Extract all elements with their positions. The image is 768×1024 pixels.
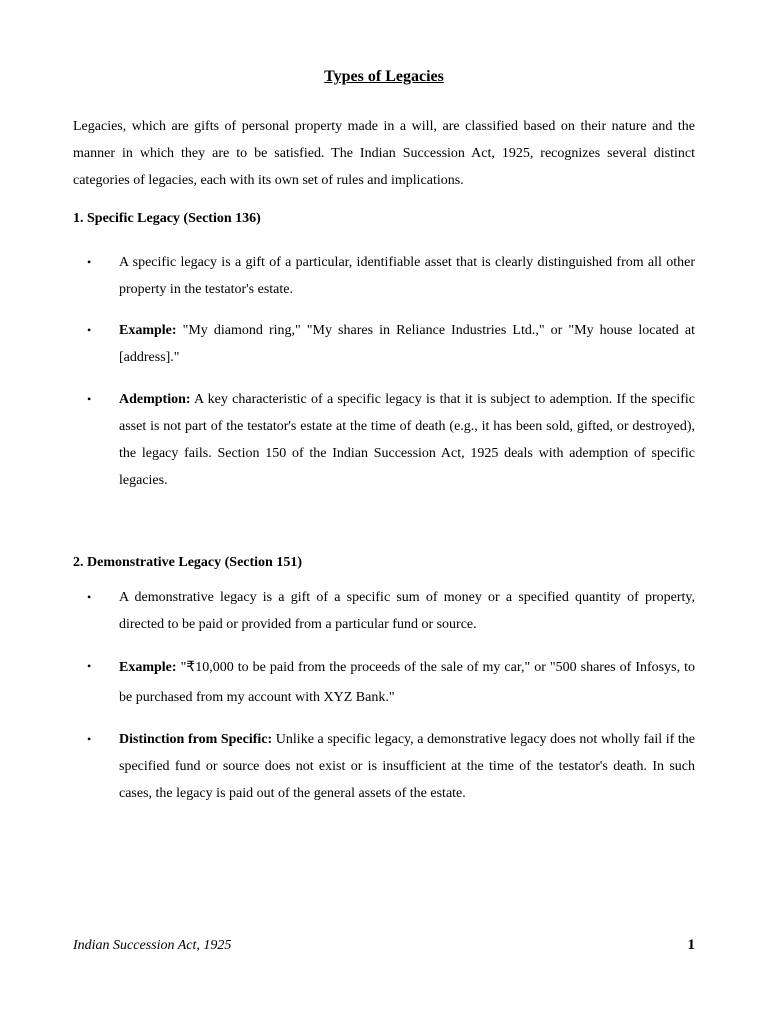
list-item xyxy=(119,249,695,303)
list-item xyxy=(119,653,695,713)
page-number: 1 xyxy=(687,937,695,953)
bullet-label: Example: xyxy=(119,323,177,338)
bullet-body: A key characteristic of a specific legacy is that it is subject to ademption. If the specific asset is not part of the testator's estate at the time of death (e.g., it has been sold, gifted, or destroyed), the legacy fails. Section 150 of the Indian Succession Act, 1925 deals with ademption of specific legacies. xyxy=(119,392,695,488)
section-heading-specific-legacy: 1. Specific Legacy (Section 136) xyxy=(73,211,261,226)
bullet-label: Ademption: xyxy=(119,392,191,407)
list-item xyxy=(119,317,695,371)
bullet-icon: • xyxy=(87,732,92,746)
bullet-icon: • xyxy=(87,255,92,269)
bullet-icon: • xyxy=(87,659,92,673)
bullet-label: Distinction from Specific: xyxy=(119,732,273,747)
list-item xyxy=(119,584,695,638)
list-item xyxy=(119,726,695,807)
intro-paragraph: Legacies, which are gifts of personal property made in a will, are classified based on their nature and the manner in which they are to be satisfied. The Indian Succession Act, 1925, recognizes several distinct categories of legacies, each with its own set of rules and implications. xyxy=(73,119,695,188)
bullet-icon: • xyxy=(87,590,92,604)
bullet-body: "₹10,000 to be paid from the proceeds of the sale of my car," or "500 shares of Infosys, to be purchased from my account with XYZ Bank." xyxy=(119,660,695,705)
list-item xyxy=(119,386,695,494)
page-title: Types of Legacies xyxy=(324,68,444,85)
bullet-label: Example: xyxy=(119,660,177,675)
bullet-body: A specific legacy is a gift of a particular, identifiable asset that is clearly distinguished from all other property in the testator's estate. xyxy=(119,255,695,297)
footer-title: Indian Succession Act, 1925 xyxy=(73,938,232,953)
bullet-icon: • xyxy=(87,323,92,337)
bullet-icon: • xyxy=(87,392,92,406)
bullet-body: Unlike a specific legacy, a demonstrative legacy does not wholly fail if the specified fund or source does not exist or is insufficient at the time of the testator's death. In such cases, the legacy is paid out of the general assets of the estate. xyxy=(119,732,695,801)
section-heading-demonstrative-legacy: 2. Demonstrative Legacy (Section 151) xyxy=(73,555,303,570)
bullet-body: A demonstrative legacy is a gift of a specific sum of money or a specified quantity of property, directed to be paid or provided from a particular fund or source. xyxy=(119,590,695,632)
bullet-body: "My diamond ring," "My shares in Reliance Industries Ltd.," or "My house located at [address]." xyxy=(119,323,695,365)
